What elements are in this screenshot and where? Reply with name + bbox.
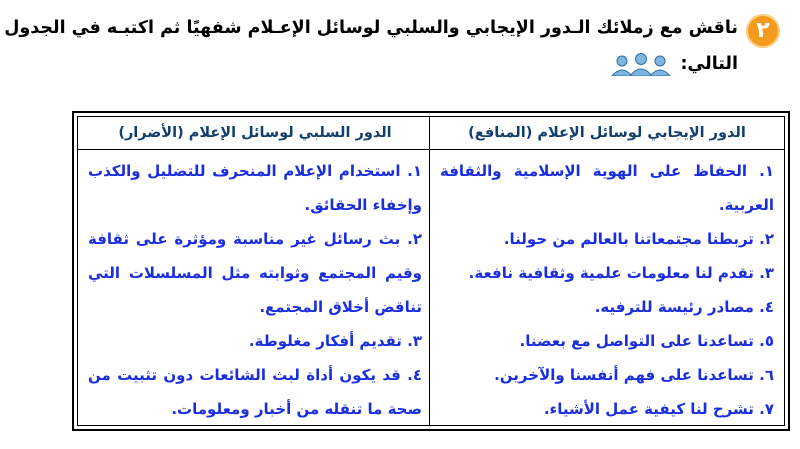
positive-item: ٣. تقدم لنا معلومات علمية وثقافية نافعة. [468,264,774,282]
group-discussion-icon [608,52,674,76]
roles-table [72,111,790,431]
positive-item: ٤. مصادر رئيسة للترفيه. [594,298,774,316]
positive-item: ١. الحفاظ على الهوية الإسلامية والثقافة العربية. [440,162,774,214]
question-text-line2 [608,52,738,76]
question-text-line2-label: التالي: [680,54,738,74]
positive-item: ٥. تساعدنا على التواصل مع بعضنا. [519,332,774,350]
positive-role-list [430,150,784,426]
negative-item: ١. استخدام الإعلام المنحرف للتضليل والكذب وإخفاء الحقائق. [88,162,422,214]
question-header [4,4,786,84]
question-number-badge: ٢ [746,14,780,48]
positive-item: ٧. تشرح لنا كيفية عمل الأشياء. [543,400,774,418]
positive-item: ٢. تربطنا مجتمعاتنا بالعالم من حولنا. [503,230,774,248]
negative-item: ٣. تقديم أفكار مغلوطة. [248,332,422,350]
negative-item: ٤. قد يكون أداة لبث الشائعات دون تثبيت من صحة ما تنقله من أخبار ومعلومات. [88,366,422,418]
negative-item: ٢. بث رسائل غير مناسبة ومؤثرة على ثقافة وقيم المجتمع وثوابته مثل المسلسلات التي تناقض أخلاق المجتمع. [88,230,422,316]
question-text-line1: ناقش مع زملائك الـدور الإيجابي والسلبي لوسائل الإعـلام شفهيًا ثم اكتبـه في الجدول [4,18,738,38]
negative-role-column [78,117,432,425]
negative-role-list [78,150,432,426]
table-inner-frame [77,116,785,426]
positive-role-column [429,117,784,425]
positive-item: ٦. تساعدنا على فهم أنفسنا والآخرين. [494,366,774,384]
negative-role-header: الدور السلبي لوسائل الإعلام (الأضرار) [78,117,432,150]
positive-role-header: الدور الإيجابي لوسائل الإعلام (المنافع) [430,117,784,150]
